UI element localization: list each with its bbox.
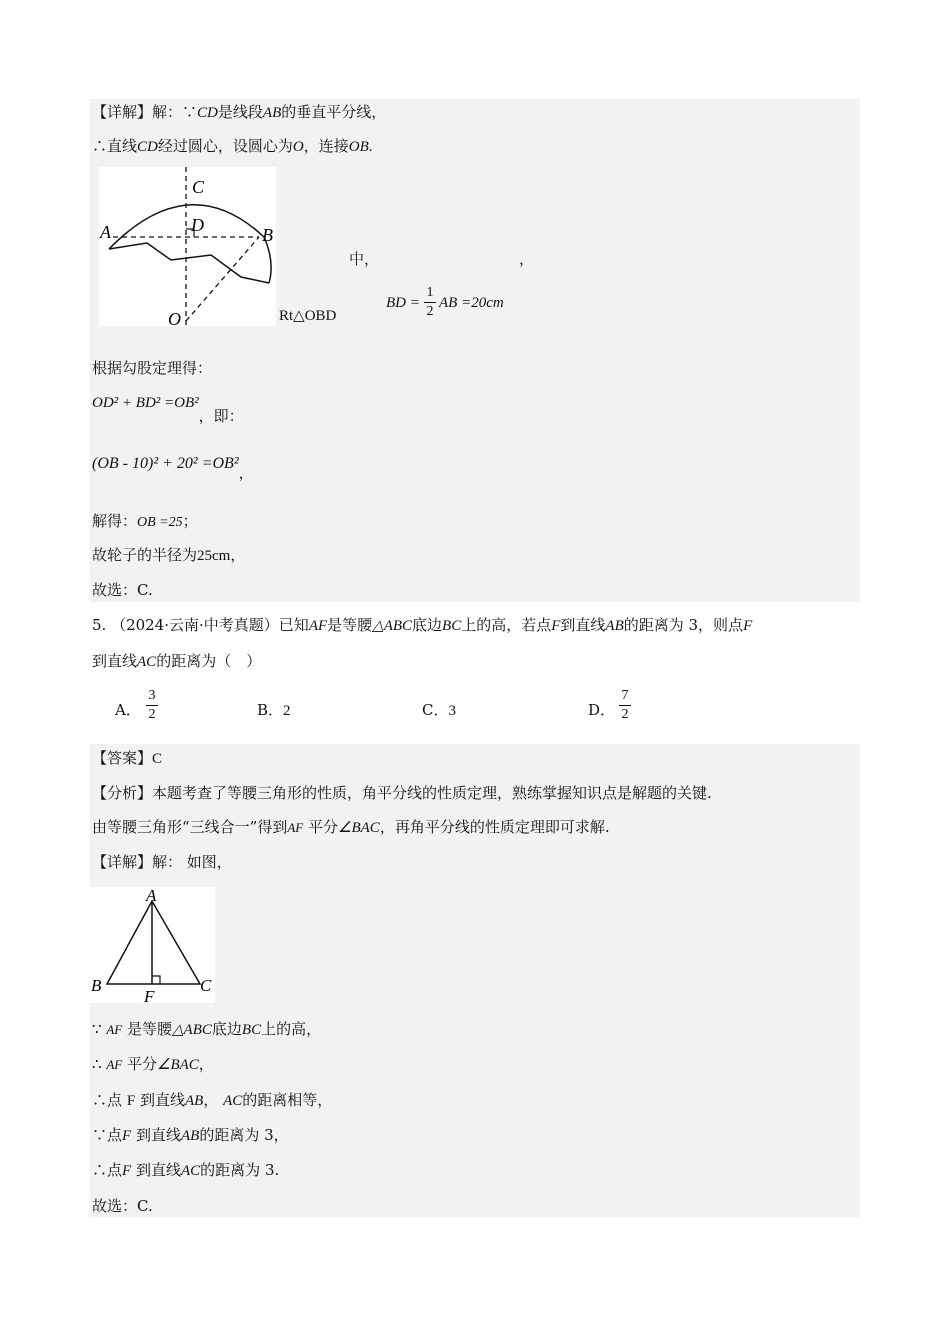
detail-tag: 【详解】	[92, 103, 153, 121]
option-a[interactable]	[115, 699, 141, 721]
step-4	[92, 1124, 289, 1147]
math-AB: AB	[262, 105, 282, 121]
math-eq2: (OB - 10)² + 20² =OB²	[92, 455, 239, 472]
option-a-fraction	[146, 688, 158, 723]
text: ，	[203, 1091, 219, 1109]
option-d[interactable]	[588, 699, 615, 721]
text: 点	[107, 1161, 123, 1179]
text: ，即：	[198, 407, 244, 425]
math-AC: AC	[137, 654, 157, 670]
text: 是线段	[217, 103, 263, 121]
math-F-bold: F	[126, 1093, 136, 1109]
option-letter: C．	[422, 701, 449, 719]
text: 是等腰	[127, 1020, 173, 1038]
question-number: 5.	[92, 616, 107, 634]
math-eq1: OD² + BD² =OB²	[92, 395, 199, 411]
option-c[interactable]	[422, 699, 456, 722]
wheel-figure	[99, 167, 276, 326]
equation-2	[92, 452, 254, 482]
math-fraction-half	[424, 285, 436, 320]
text: 的距离为 3，则点	[623, 616, 744, 634]
text: 解得：	[92, 512, 138, 530]
math-rt-triangle: Rt△OBD	[279, 308, 337, 324]
answer-line	[92, 747, 162, 770]
fraction-numerator: 7	[621, 688, 629, 703]
solution-label: 解：	[152, 103, 183, 121]
question-5-line-1	[92, 614, 752, 637]
text: 的距离为（ ）	[156, 652, 262, 670]
math-CD: CD	[137, 139, 158, 155]
text: 解： 如图，	[152, 853, 232, 871]
label-B: B	[91, 976, 102, 995]
because-symbol: ∵	[92, 1126, 108, 1144]
step-1	[92, 1018, 321, 1041]
label-A: A	[146, 887, 157, 905]
fraction-denominator: 2	[426, 304, 434, 319]
fraction-denominator: 2	[621, 707, 629, 722]
math-AC: AC	[181, 1163, 201, 1179]
pythagoras-label: 根据勾股定理得：	[92, 359, 213, 377]
text: ，再角平分线的性质定理即可求解.	[379, 818, 610, 836]
math-AF: AF	[287, 820, 304, 835]
text: ，	[198, 1055, 214, 1073]
text: 点	[107, 1126, 123, 1144]
text: 由等腰三角形“三线合一”得到	[92, 818, 288, 836]
label-A: A	[100, 222, 111, 242]
label-F: F	[144, 987, 155, 1003]
math-BC: BC	[241, 1022, 262, 1038]
text: ，	[238, 464, 254, 482]
text: 的垂直平分线，	[281, 103, 387, 121]
math-CD: CD	[197, 105, 218, 121]
analysis-text: 本题考查了等腰三角形的性质，角平分线的性质定理，熟练掌握知识点是解题的关键.	[152, 784, 712, 802]
label-C: C	[192, 177, 205, 197]
analysis-line	[92, 782, 712, 804]
math-AC: AC	[223, 1093, 243, 1109]
math-F: F	[122, 1128, 132, 1144]
option-value: 3	[448, 703, 456, 719]
math-OB: OB	[348, 139, 369, 155]
text: 底边	[412, 616, 443, 634]
math-AF: AF	[308, 618, 328, 634]
text: 经过圆心，设圆心为	[157, 137, 293, 155]
text: 上的高，若点	[461, 616, 552, 634]
text: 点	[107, 1091, 123, 1109]
because-symbol: ∵	[182, 103, 198, 121]
text: 到直线	[135, 1126, 181, 1144]
detail-line-q5	[92, 851, 232, 873]
label-D: D	[191, 215, 204, 235]
math-AB: AB	[605, 618, 624, 634]
text: 是等腰	[327, 616, 373, 634]
answer-value: C	[152, 751, 163, 767]
math-bd-lhs: BD =	[386, 295, 420, 311]
math-ob-25: OB =25	[137, 515, 183, 530]
math-O: O	[292, 139, 304, 155]
text: 直线	[107, 137, 138, 155]
step-2	[92, 1053, 214, 1076]
math-AF: AF	[106, 1057, 123, 1072]
option-d-fraction	[619, 688, 631, 723]
therefore-symbol: ∴	[92, 1091, 108, 1109]
math-25cm: 25cm	[197, 548, 231, 564]
detail-line-2: ∴直线CD经过圆心，设圆心为O，连接OB.	[92, 137, 373, 155]
text: 到直线	[560, 616, 606, 634]
text: 到直线	[135, 1161, 181, 1179]
therefore-symbol: ∴	[92, 1161, 108, 1179]
detail-tag: 【详解】	[92, 853, 153, 871]
text: 平分	[308, 818, 339, 836]
solved-line	[92, 510, 198, 534]
math-F: F	[551, 618, 561, 634]
equation-1	[92, 391, 244, 425]
therefore-symbol: ∴	[92, 1055, 102, 1073]
math-bd-rhs: AB =20cm	[439, 295, 504, 311]
text: 平分	[127, 1055, 158, 1073]
fraction-numerator: 3	[148, 688, 156, 703]
math-F: F	[743, 618, 753, 634]
analysis-line-2	[92, 816, 610, 839]
answer-tag: 【答案】	[92, 749, 153, 767]
math-AB: AB	[181, 1128, 200, 1144]
math-BC: BC	[442, 618, 462, 634]
text: ；	[182, 512, 198, 530]
choose-line-1: 故选：C.	[92, 581, 153, 599]
detail-line-1	[92, 101, 386, 124]
label-B: B	[262, 225, 273, 245]
analysis-tag: 【分析】	[92, 784, 153, 802]
text: 上的高，	[261, 1020, 322, 1038]
fraction-numerator: 1	[426, 285, 434, 300]
text: 的距离相等，	[242, 1091, 333, 1109]
text: （2024·云南·中考真题）已知	[111, 616, 309, 634]
therefore-symbol: ∴	[92, 137, 108, 155]
label-O: O	[168, 309, 181, 326]
option-b[interactable]	[257, 699, 291, 722]
math-angle-BAC: ∠BAC	[338, 820, 380, 836]
step-3	[92, 1089, 332, 1112]
text: ，连接	[303, 137, 349, 155]
math-triangle-ABC: △ABC	[372, 618, 413, 634]
text: 故轮子的半径为	[92, 546, 198, 564]
text: ，	[230, 546, 246, 564]
option-value: 2	[283, 703, 291, 719]
text: 到直线	[92, 652, 138, 670]
text: 的距离为 3.	[200, 1161, 280, 1179]
radius-line	[92, 544, 245, 567]
math-AF: AF	[106, 1022, 123, 1037]
label-C: C	[200, 976, 212, 995]
text: 的距离为 3，	[199, 1126, 289, 1144]
math-AB: AB	[184, 1093, 204, 1109]
text-in: 中，	[349, 250, 380, 268]
text: 到直线	[139, 1091, 185, 1109]
math-angle-BAC: ∠BAC	[157, 1057, 199, 1073]
triangle-figure	[90, 887, 215, 1003]
fraction-denominator: 2	[148, 707, 156, 722]
question-5-line-2	[92, 650, 261, 673]
step-5	[92, 1159, 279, 1182]
choose-line-2: 故选：C.	[92, 1197, 153, 1215]
option-letter: D．	[588, 701, 616, 719]
because-symbol: ∵	[92, 1020, 102, 1038]
text-comma: ，	[519, 250, 535, 268]
option-letter: B．	[257, 701, 284, 719]
math-triangle-ABC: △ABC	[172, 1022, 212, 1038]
text: 底边	[211, 1020, 242, 1038]
option-letter: A．	[115, 701, 141, 719]
math-F: F	[122, 1163, 132, 1179]
